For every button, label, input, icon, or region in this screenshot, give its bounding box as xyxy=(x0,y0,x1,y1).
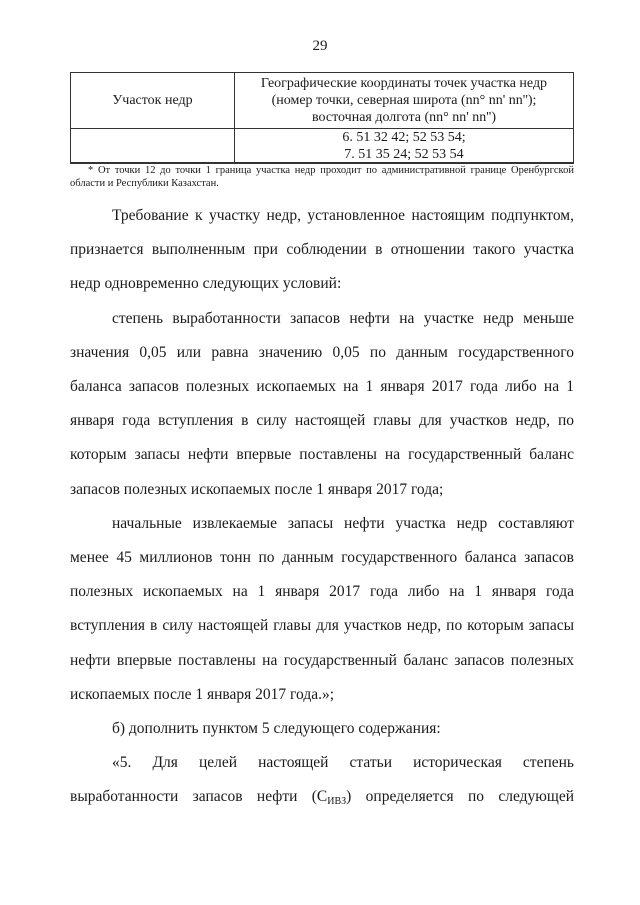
paragraph-text: ) определяется по следующей xyxy=(346,788,574,806)
header-deposit-area: Участок недр xyxy=(71,73,235,129)
header-coordinates-line: восточная долгота (nn° nn' nn'') xyxy=(312,110,496,125)
table-cell-area xyxy=(71,129,235,147)
coordinates-table xyxy=(70,72,574,164)
table-header-row xyxy=(71,73,574,129)
page-number: 29 xyxy=(312,38,328,54)
table-cell-coordinates: 7. 51 35 24; 52 53 54 xyxy=(235,146,574,164)
table-cell-coordinates: 6. 51 32 42; 52 53 54; xyxy=(235,129,574,147)
header-coordinates-line: (номер точки, северная широта (nn° nn' nn''); xyxy=(271,93,537,108)
header-coordinates xyxy=(235,73,574,129)
paragraph: Требование к участку недр, установленное настоящим подпунктом, признается выполненным при соблюдении в отношении такого участка недр одновременно следующих условий: xyxy=(70,207,574,293)
paragraph: б) дополнить пунктом 5 следующего содержания: xyxy=(112,720,441,738)
table-footnote: * От точки 12 до точки 1 граница участка недр проходит по административной границе Оренбургской области и Республики Казахстан. xyxy=(70,162,574,190)
paragraph: начальные извлекаемые запасы нефти участка недр составляют менее 45 миллионов тонн по данным государственного баланса запасов полезных ископаемых на 1 января 2017 года либо на 1 января года вступления в силу настоящей главы для участков недр, по которым запасы нефти впервые поставлены на государственный баланс запасов полезных ископаемых после 1 января 2017 года.»; xyxy=(70,514,574,703)
subscript-ivz: ИВЗ xyxy=(327,796,347,808)
paragraph-text: «5. Для целей настоящей статьи историческая степень выработанности запасов нефти (С xyxy=(70,754,574,806)
header-coordinates-line: Географические координаты точек участка недр xyxy=(260,76,548,91)
table-row xyxy=(71,129,574,147)
document-body xyxy=(70,199,574,820)
table-row xyxy=(71,146,574,164)
paragraph: степень выработанности запасов нефти на участке недр меньше значения 0,05 или равна значению 0,05 по данным государственного баланса запасов полезных ископаемых на 1 января 2017 года либо на 1 января года вступления в силу настоящей главы для участков недр, по которым запасы нефти впервые поставлены на государственный баланс запасов полезных ископаемых после 1 января 2017 года; xyxy=(70,309,574,498)
table-cell-area xyxy=(71,146,235,164)
paragraph-formula-intro xyxy=(70,746,574,819)
